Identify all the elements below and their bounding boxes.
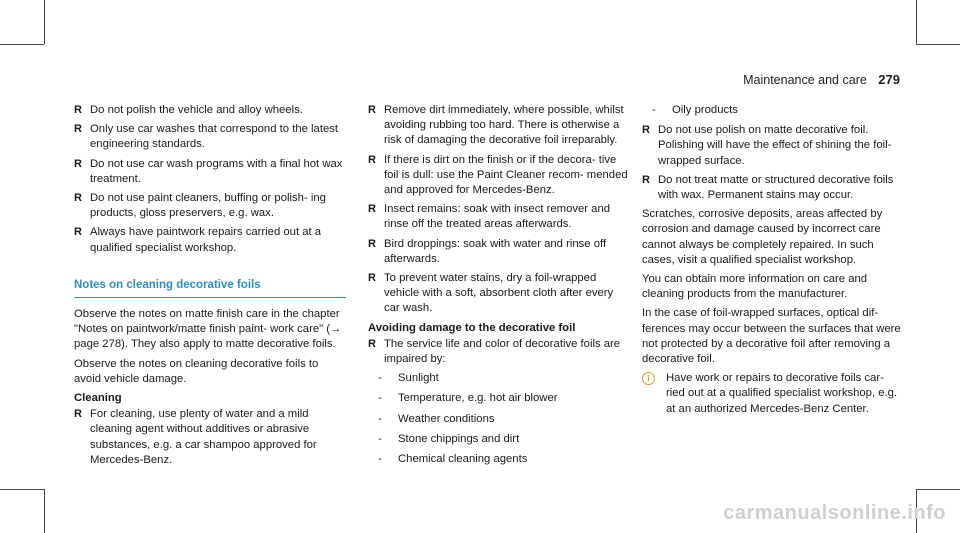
paragraph: Observe the notes on matte finish care in the chapter "Notes on paintwork/matte finish paint- work care" (→ page 278). They also apply to matte decorative foils. (74, 308, 342, 351)
list-item: R Only use car washes that correspond to the latest engineering standards. (74, 123, 339, 151)
list-item: R Bird droppings: soak with water and rinse off afterwards. (368, 237, 607, 265)
bullet-icon: R (642, 173, 650, 186)
paragraph: Scratches, corrosive deposits, areas affected by corrosion and damage caused by incorrect care cannot always be completely repaired. In such cases, visit a qualified specialist workshop. (642, 208, 883, 266)
bullet-list (642, 123, 904, 203)
list-item: R Do not treat matte or structured decorative foils with wax. Permanent stains may occur. (642, 173, 894, 202)
list-item: - Stone chippings and dirt (368, 432, 630, 447)
column-2 (368, 103, 630, 472)
crop-mark (916, 489, 960, 490)
list-item: - Chemical cleaning agents (368, 452, 630, 467)
bullet-icon: R (368, 337, 376, 350)
bullet-list (368, 337, 630, 367)
bullet-icon: R (368, 104, 376, 116)
dash-icon: - (652, 104, 656, 116)
list-item: R Do not use polish on matte decorative foil. Polishing will have the effect of shining the foil-wrapped surface. (642, 124, 892, 167)
list-item: R Do not polish the vehicle and alloy wheels. (74, 103, 346, 118)
paragraph: In the case of foil-wrapped surfaces, optical dif- ferences may occur between the surfaces that were not protected by a decorative foil after removing a decorative foil. (642, 307, 901, 366)
list-item: R Do not use car wash programs with a final hot wax treatment. (74, 157, 343, 185)
list-item: R The service life and color of decorative foils are impaired by: (368, 337, 621, 366)
bullet-icon: R (74, 226, 82, 239)
section-title: Notes on cleaning decorative foils (74, 278, 346, 298)
crop-mark (44, 489, 45, 533)
info-icon: i (642, 372, 655, 385)
list-item: R Do not use paint cleaners, buffing or polish- ing products, gloss preservers, e.g. wax. (74, 192, 326, 220)
list-item: R Remove dirt immediately, where possible, whilst avoiding rubbing too hard. There is otherwise a risk of damaging the decorative foil irreparably. (368, 104, 624, 147)
note (642, 371, 904, 417)
page-number: 279 (878, 72, 900, 87)
bullet-icon: R (74, 104, 82, 116)
bullet-icon: R (74, 408, 82, 421)
crop-mark (916, 44, 960, 45)
bullet-list (368, 103, 630, 317)
dash-icon: - (378, 453, 382, 466)
bullet-icon: R (368, 237, 376, 250)
list-item: - Temperature, e.g. hot air blower (368, 391, 630, 406)
crop-mark (0, 44, 44, 45)
list-item: R Always have paintwork repairs carried out at a qualified specialist workshop. (74, 226, 322, 254)
crop-mark (916, 0, 917, 44)
crop-mark (0, 489, 44, 490)
note-text: Have work or repairs to decorative foils car- ried out at a qualified specialist workshop, e.g. at an authorized Mercedes-Benz Center. (666, 372, 898, 415)
bullet-icon: R (368, 153, 376, 166)
list-item: R For cleaning, use plenty of water and a mild cleaning agent without additives or abrasive substances, e.g. a car shampoo approved for Mercedes-Benz. (74, 408, 317, 466)
page-header (743, 72, 900, 87)
dash-icon: - (378, 432, 382, 445)
dash-icon: - (378, 372, 382, 385)
dash-icon: - (378, 412, 382, 425)
section-name: Maintenance and care (743, 73, 867, 87)
bullet-icon: R (368, 272, 376, 285)
bullet-list (74, 103, 346, 256)
list-item: R Insect remains: soak with insect remover and rinse off the treated areas afterwards. (368, 203, 611, 231)
list-item: - Sunlight (368, 371, 630, 386)
list-item: R If there is dirt on the finish or if the decora- tive foil is dull: use the Paint Cleaner recom- mended and approved for Mercedes-Benz. (368, 153, 628, 197)
bullet-icon: R (368, 203, 376, 216)
subheading: Cleaning (74, 392, 122, 405)
bullet-icon: R (74, 157, 82, 170)
dash-icon: - (378, 392, 382, 405)
list-item: - Oily products (642, 103, 904, 118)
subheading: Avoiding damage to the decorative foil (368, 321, 576, 334)
bullet-icon: R (74, 123, 82, 136)
bullet-icon: R (642, 124, 650, 137)
paragraph: You can obtain more information on care and cleaning products from the manufacturer. (642, 273, 868, 301)
dash-list (642, 103, 904, 118)
bullet-icon: R (74, 192, 82, 205)
column-3 (642, 103, 904, 417)
watermark: carmanualsonline.info (723, 502, 946, 524)
bullet-list (74, 407, 346, 468)
list-item: R To prevent water stains, dry a foil-wrapped vehicle with a soft, absorbent cloth after every car wash. (368, 272, 614, 315)
crop-mark (44, 0, 45, 44)
dash-list (368, 371, 630, 467)
column-1 (74, 103, 346, 472)
paragraph: Observe the notes on cleaning decorative foils to avoid vehicle damage. (74, 357, 319, 385)
list-item: - Weather conditions (368, 412, 630, 427)
